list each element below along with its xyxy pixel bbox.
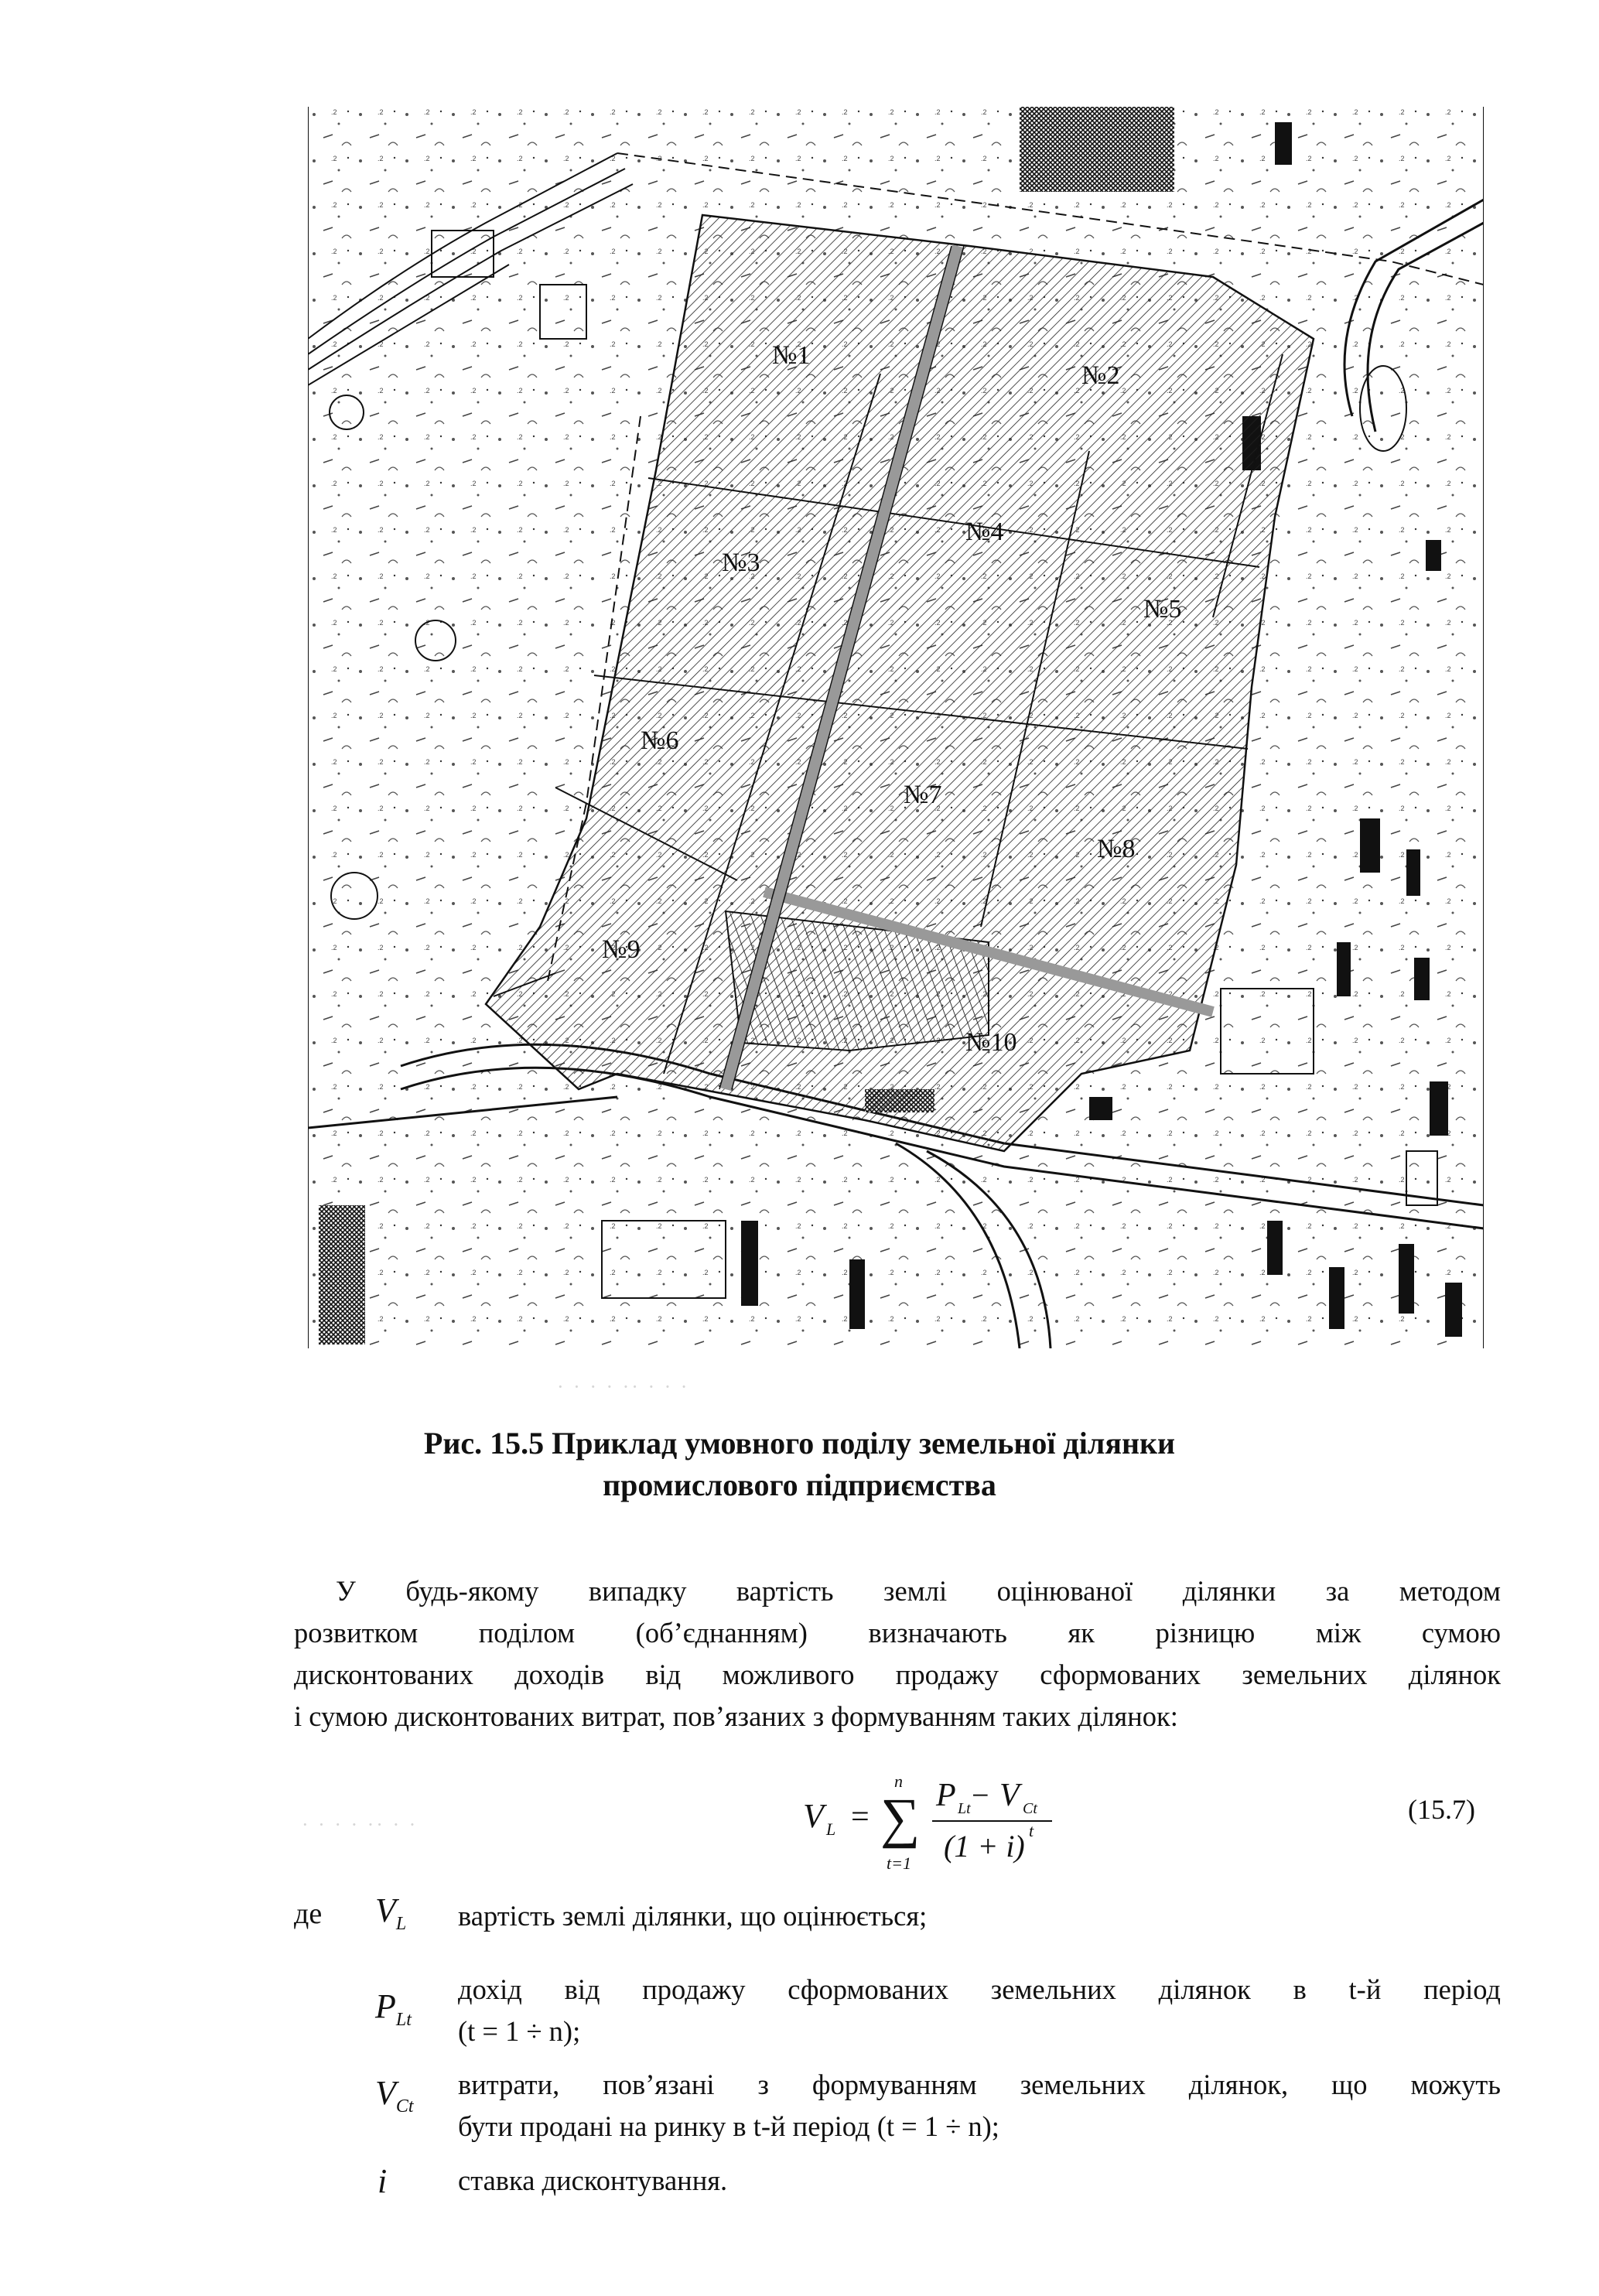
- paragraph-line: і сумою дисконтованих витрат, пов’язаних з формуванням таких ділянок:: [294, 1700, 1178, 1732]
- paragraph-line: дисконтованих доходів від можливого продажу сформованих земельних ділянок: [294, 1659, 1501, 1690]
- numerator-minus: −: [972, 1778, 989, 1813]
- plot-label-2: №2: [1081, 361, 1120, 390]
- plot-label-7: №7: [904, 781, 942, 809]
- equation-number: (15.7): [1408, 1794, 1475, 1825]
- figure-caption-line1: Рис. 15.5 Приклад умовного поділу земельної ділянки: [423, 1426, 1176, 1461]
- site-plan-map: [308, 107, 1484, 1348]
- plot-label-4: №4: [965, 518, 1004, 546]
- plot-label-8: №8: [1097, 835, 1136, 863]
- definition-i: ставка дисконтування.: [458, 2164, 728, 2196]
- sum-lower-limit: t=1: [887, 1854, 911, 1873]
- numerator-v: V: [999, 1778, 1020, 1813]
- denominator-exponent: t: [1029, 1821, 1034, 1840]
- paragraph-line: У будь-якому випадку вартість землі оцінюваної ділянки за методом: [336, 1575, 1501, 1607]
- sum-upper-limit: n: [894, 1772, 903, 1791]
- plot-label-1: №1: [772, 341, 811, 370]
- plot-label-6: №6: [641, 726, 679, 755]
- formula-lhs: V: [803, 1797, 824, 1835]
- paragraph-line: розвитком поділом (об’єднанням) визначають як різницю між сумою: [294, 1617, 1501, 1649]
- numerator-p-sub: Lt: [958, 1800, 971, 1817]
- symbol-i: i: [378, 2162, 388, 2200]
- body-paragraph: [294, 1570, 1501, 1737]
- definition-vl: вартість землі ділянки, що оцінюється;: [458, 1900, 928, 1932]
- denominator: (1 + i): [944, 1829, 1025, 1864]
- where-label: де: [294, 1898, 323, 1930]
- symbol-vct: $V_{Ct}$: [375, 2074, 414, 2117]
- plot-label-3: №3: [722, 548, 760, 577]
- sigma-symbol: ∑: [880, 1787, 921, 1849]
- scan-noise: · · · · ·· · ·: [302, 1813, 419, 1836]
- figure-caption-line2: промислового підприємства: [603, 1467, 996, 1502]
- formula-equals: =: [851, 1799, 870, 1835]
- symbol-vl: $V_L$: [375, 1891, 407, 1934]
- formula-lhs-sub: L: [826, 1819, 836, 1839]
- plot-label-9: №9: [602, 935, 641, 964]
- formula-15-7: [797, 1765, 1106, 1874]
- symbol-plt: $P_{Lt}$: [375, 1987, 412, 2030]
- plot-label-5: №5: [1143, 595, 1182, 624]
- numerator-v-sub: Ct: [1023, 1800, 1037, 1817]
- definition-plt: дохід від продажу сформованих земельних ділянок в t-й період (t = 1 ÷ n);: [458, 1973, 1501, 2047]
- definition-vct: витрати, пов’язані з формуванням земельних ділянок, що можуть бути продані на ринку в t-й період (t = 1 ÷ n);: [458, 2069, 1501, 2142]
- plot-label-10: №10: [965, 1028, 1017, 1057]
- numerator-p: P: [936, 1778, 956, 1813]
- scan-noise: · · · · ·· · · ·: [557, 1375, 690, 1398]
